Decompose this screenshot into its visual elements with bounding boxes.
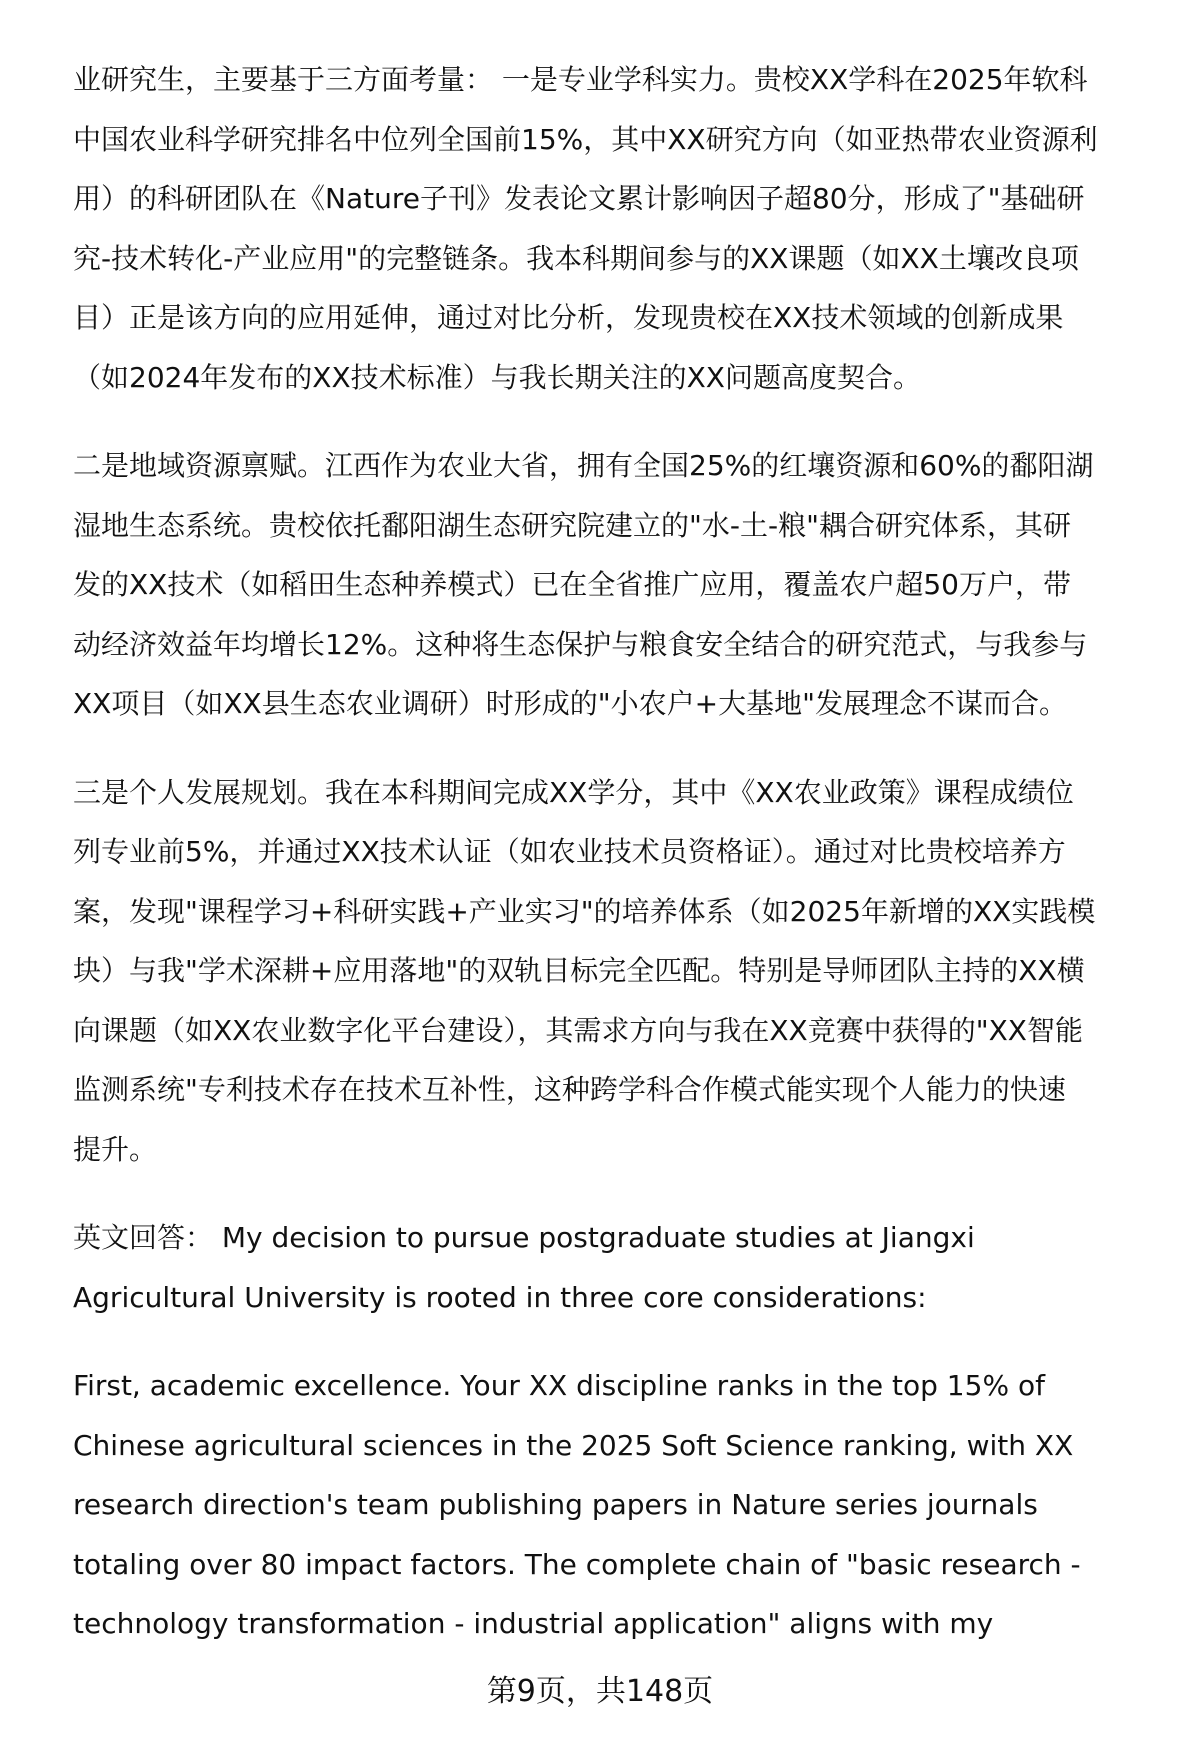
paragraph (73, 436, 1173, 734)
text-line: 提升。 (73, 1132, 158, 1166)
paragraph (73, 1356, 1173, 1654)
text-line: 目）正是该方向的应用延伸，通过对比分析，发现贵校在XX技术领域的创新成果 (73, 301, 1064, 334)
text-line: 湿地生态系统。贵校依托鄱阳湖生态研究院建立的"水-土-粮"耦合研究体系，其研 (73, 508, 1071, 542)
page-number: 第9页，共148页 (486, 1674, 714, 1709)
text-line: 三是个人发展规划。我在本科期间完成XX学分，其中《XX农业政策》课程成绩位 (73, 775, 1074, 809)
text-line: 英文回答： My decision to pursue postgraduate studies at Jiangxi (73, 1221, 975, 1254)
text-line: 究-技术转化-产业应用"的完整链条。我本科期间参与的XX课题（如XX土壤改良项 (73, 241, 1079, 275)
text-line: 动经济效益年均增长12%。这种将生态保护与粮食安全结合的研究范式，与我参与 (73, 627, 1088, 661)
text-line: First, academic excellence. Your XX discipline ranks in the top 15% of (73, 1369, 1045, 1402)
text-line: 二是地域资源禀赋。江西作为农业大省，拥有全国25%的红壤资源和60%的鄱阳湖 (73, 449, 1094, 482)
text-line: Agricultural University is rooted in three core considerations: (73, 1280, 927, 1314)
text-line: 列专业前5%，并通过XX技术认证（如农业技术员资格证）。通过对比贵校培养方 (73, 835, 1066, 868)
paragraph (73, 763, 1173, 1180)
text-line: research direction's team publishing papers in Nature series journals (73, 1488, 1038, 1521)
text-line: （如2024年发布的XX技术标准）与我长期关注的XX问题高度契合。 (73, 360, 921, 394)
text-line: totaling over 80 impact factors. The complete chain of "basic research - (73, 1547, 1081, 1581)
document-body (73, 50, 1173, 1683)
text-line: technology transformation - industrial application" aligns with my (73, 1607, 994, 1640)
text-line: 案，发现"课程学习+科研实践+产业实习"的培养体系（如2025年新增的XX实践模 (73, 894, 1096, 928)
text-line: 发的XX技术（如稻田生态种养模式）已在全省推广应用，覆盖农户超50万户，带 (73, 568, 1071, 601)
text-line: 中国农业科学研究排名中位列全国前15%，其中XX研究方向（如亚热带农业资源利 (73, 122, 1098, 156)
text-line: XX项目（如XX县生态农业调研）时形成的"小农户+大基地"发展理念不谋而合。 (73, 687, 1067, 720)
text-line: 向课题（如XX农业数字化平台建设），其需求方向与我在XX竞赛中获得的"XX智能 (73, 1013, 1083, 1047)
paragraph (73, 50, 1173, 407)
text-line: 块）与我"学术深耕+应用落地"的双轨目标完全匹配。特别是导师团队主持的XX横 (73, 954, 1085, 987)
text-line: 业研究生，主要基于三方面考量： 一是专业学科实力。贵校XX学科在2025年软科 (73, 63, 1088, 96)
text-line: 监测系统"专利技术存在技术互补性，这种跨学科合作模式能实现个人能力的快速 (73, 1073, 1066, 1106)
paragraph (73, 1208, 1173, 1327)
text-line: Chinese agricultural sciences in the 2025 Soft Science ranking, with XX (73, 1428, 1074, 1462)
text-line: 用）的科研团队在《Nature子刊》发表论文累计影响因子超80分，形成了"基础研 (73, 182, 1085, 215)
